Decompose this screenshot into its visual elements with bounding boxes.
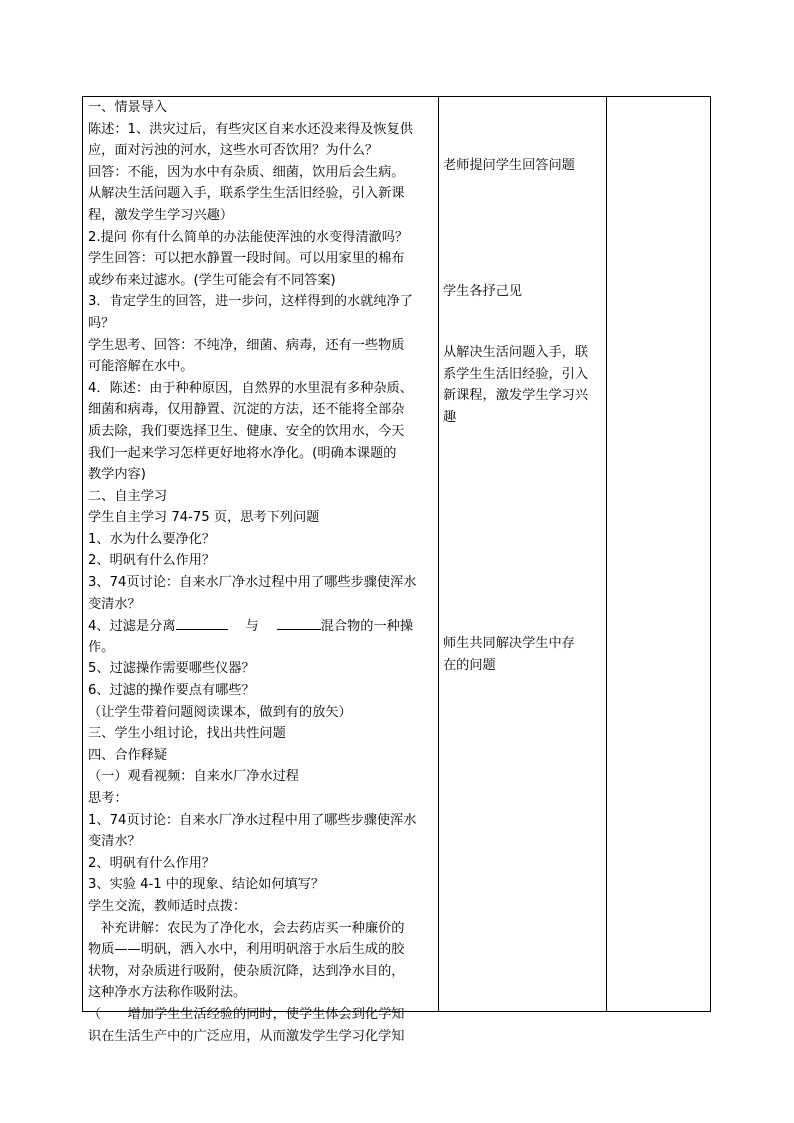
content-line: 2.提问 你有什么简单的办法能使浑浊的水变得清澈吗？ (88, 229, 409, 245)
note-line: 学生各抒己见 (443, 284, 523, 299)
filter-question-middle: 与 (245, 619, 259, 635)
content-line: 3、74页讨论：自来水厂净水过程中用了哪些步骤使浑水 (88, 575, 417, 591)
content-line: 应，面对污浊的河水，这些水可否饮用？为什么？ (88, 143, 379, 159)
note-line: 从解决生活问题入手，联 (443, 345, 589, 360)
content-line: 从解决生活问题入手，联系学生生活旧经验，引入新课 (88, 186, 405, 202)
note-students-opinions (443, 281, 603, 303)
content-line: 4．陈述：由于种种原因，自然界的水里混有多种杂质、 (88, 380, 413, 396)
filter-question-line (88, 615, 436, 637)
content-line: 教学内容) (88, 467, 146, 483)
notes-column (443, 97, 603, 1011)
content-line: 这种净水方法称作吸附法。 (88, 985, 247, 1001)
main-content-column (88, 97, 436, 1044)
content-line: 5、过滤操作需要哪些仪器？ (88, 661, 255, 677)
content-line: 质去除，我们要选择卫生、健康、安全的饮用水，今天 (88, 423, 405, 439)
content-line: （让学生带着问题阅读课本，做到有的放矢） (88, 704, 352, 720)
content-line: 1、74页讨论：自来水厂净水过程中用了哪些步骤使浑水 (88, 812, 417, 828)
content-line: 学生交流，教师适时点拨： (88, 898, 247, 914)
content-line: 四、合作释疑 (88, 747, 168, 763)
content-line: 识在生活生产中的广泛应用，从而激发学生学习化学知 (88, 1028, 405, 1044)
content-line: 可能溶解在水中。 (88, 359, 194, 375)
content-line: 变清水？ (88, 834, 141, 850)
note-line: 新课程，激发学生学习兴 (443, 388, 589, 404)
lesson-plan-table (82, 96, 711, 1044)
content-line: 回答：不能，因为水中有杂质、细菌，饮用后会生病。 (88, 164, 405, 180)
content-line: 作。 (88, 639, 115, 655)
content-line: （ 增加学生生活经验的同时，使学生体会到化学知 (88, 1006, 405, 1022)
content-line: 物质——明矾，洒入水中，利用明矾溶于水后生成的胶 (88, 942, 405, 958)
content-line: 学生思考、回答：不纯净，细菌、病毒，还有一些物质 (88, 337, 405, 353)
note-line: 在的问题 (443, 657, 496, 673)
content-line: （一）观看视频：自来水厂净水过程 (88, 769, 299, 785)
content-line: 状物，对杂质进行吸附，使杂质沉降，达到净水目的， (88, 963, 405, 979)
column-divider-2 (606, 97, 607, 1011)
content-line: 二、自主学习 (88, 488, 168, 504)
filter-question-prefix: 4、过滤是分离 (88, 619, 176, 635)
note-joint-solving (443, 633, 603, 676)
content-line: 陈述：1、洪灾过后，有些灾区自来水还没来得及恢复供 (88, 121, 413, 137)
content-line: 2、明矾有什么作用？ (88, 855, 216, 871)
content-line: 或纱布来过滤水。(学生可能会有不同答案) (88, 272, 336, 288)
note-life-connection (443, 342, 603, 428)
content-line: 思考： (88, 791, 128, 806)
content-line: 吗？ (88, 315, 115, 331)
content-line: 学生回答：可以把水静置一段时间。可以用家里的棉布 (88, 251, 405, 267)
content-line: 3．肯定学生的回答，进一步问，这样得到的水就纯净了 (88, 294, 413, 310)
note-line: 系学生生活旧经验，引入 (443, 366, 589, 382)
content-line: 3、实验 4-1 中的现象、结论如何填写？ (88, 877, 325, 893)
fill-blank-1[interactable] (176, 615, 228, 630)
content-line: 变清水？ (88, 596, 141, 612)
content-line: 1、水为什么要净化？ (88, 531, 216, 547)
filter-question-suffix: 混合物的一种操 (320, 619, 414, 635)
fill-blank-2[interactable] (277, 615, 321, 630)
content-line: 程，激发学生学习兴趣） (88, 207, 234, 223)
content-line: 6、过滤的操作要点有哪些？ (88, 683, 255, 699)
content-line: 三、学生小组讨论，找出共性问题 (88, 726, 286, 742)
content-line: 细菌和病毒，仅用静置、沉淀的方法，还不能将全部杂 (88, 402, 405, 418)
note-line: 趣 (443, 409, 457, 425)
note-teacher-question (443, 155, 603, 177)
content-line: 一、情景导入 (88, 100, 168, 115)
content-line: 学生自主学习 74-75 页，思考下列问题 (88, 510, 320, 526)
content-line: 补充讲解：农民为了净化水，会去药店买一种廉价的 (88, 920, 405, 936)
column-divider-1 (438, 97, 439, 1011)
note-line: 老师提问学生回答问题 (443, 158, 575, 173)
note-line: 师生共同解决学生中存 (443, 636, 575, 651)
content-line: 我们一起来学习怎样更好地将水净化。(明确本课题的 (88, 445, 397, 461)
content-line: 2、明矾有什么作用？ (88, 553, 216, 569)
